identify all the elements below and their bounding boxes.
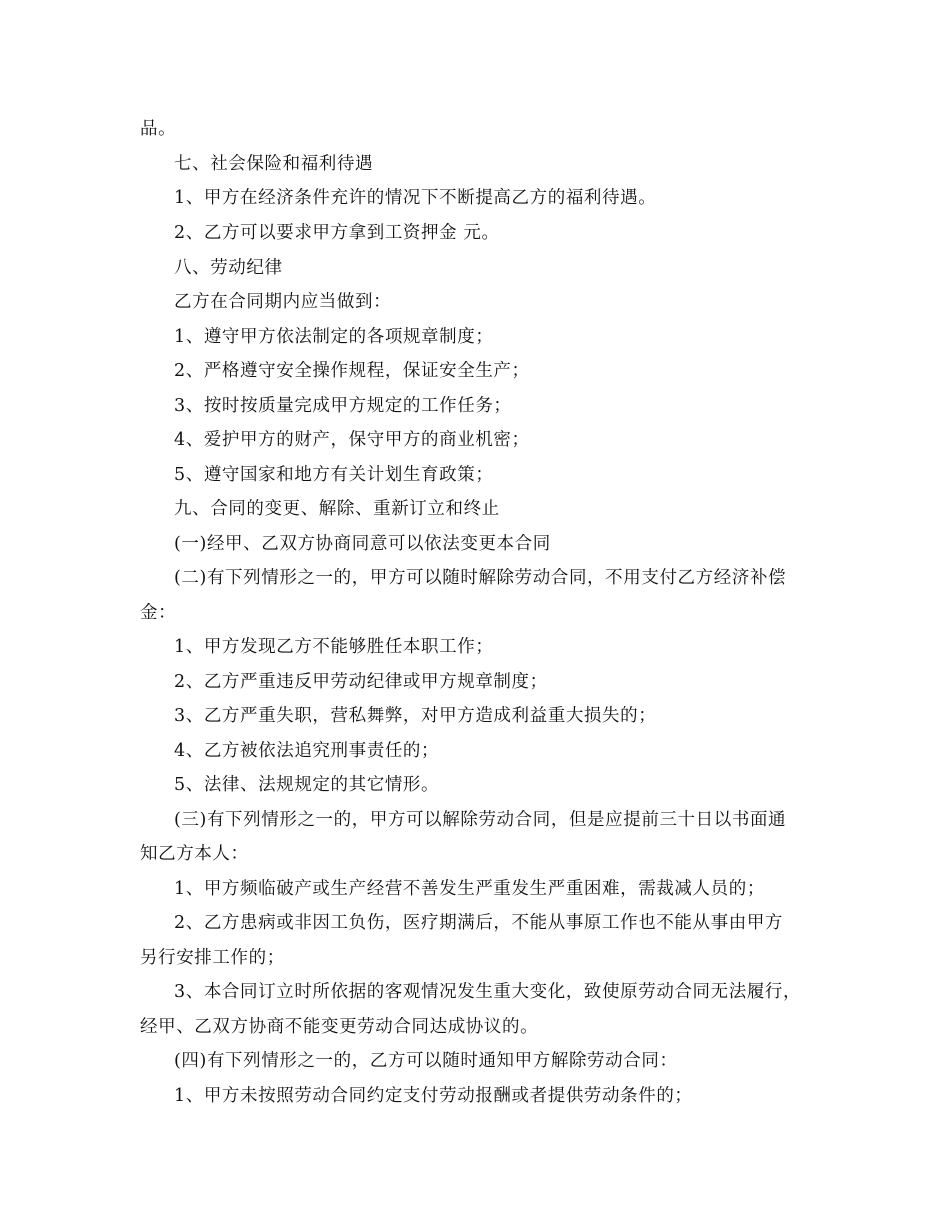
text-line: 经甲、乙双方协商不能变更劳动合同达成协议的。 [140, 1017, 539, 1037]
text-line: 乙方在合同期内应当做到： [174, 292, 392, 312]
text-line: 品。 [140, 119, 177, 139]
text-line: 5、遵守国家和地方有关计划生育政策； [174, 465, 494, 485]
text-line: 4、乙方被依法追究刑事责任的； [174, 741, 440, 761]
text-line: (三)有下列情形之一的，甲方可以解除劳动合同，但是应提前三十日以书面通 [174, 810, 787, 830]
text-line: 2、乙方可以要求甲方拿到工资押金 元。 [174, 223, 500, 243]
text-line: 1、甲方发现乙方不能够胜任本职工作； [174, 637, 494, 657]
section-heading-8: 八、劳动纪律 [174, 258, 283, 278]
text-line: 3、按时按质量完成甲方规定的工作任务； [174, 396, 512, 416]
text-line: 1、甲方频临破产或生产经营不善发生严重发生严重困难，需裁减人员的； [174, 879, 765, 899]
text-line: (二)有下列情形之一的，甲方可以随时解除劳动合同，不用支付乙方经济补偿 [174, 568, 787, 588]
text-line: 2、乙方患病或非因工负伤，医疗期满后，不能从事原工作也不能从事由甲方 [174, 913, 784, 933]
text-line: 1、遵守甲方依法制定的各项规章制度； [174, 327, 494, 347]
text-line: 1、甲方未按照劳动合同约定支付劳动报酬或者提供劳动条件的； [174, 1086, 693, 1106]
text-line: 知乙方本人： [140, 844, 249, 864]
text-line: 2、严格遵守安全操作规程，保证安全生产； [174, 361, 530, 381]
text-line: 金： [140, 603, 177, 623]
text-line: 4、爱护甲方的财产，保守甲方的商业机密； [174, 430, 530, 450]
text-line: 2、乙方严重违反甲劳动纪律或甲方规章制度； [174, 672, 548, 692]
text-line: 3、本合同订立时所依据的客观情况发生重大变化，致使原劳动合同无法履行， [174, 982, 802, 1002]
text-line: 5、法律、法规规定的其它情形。 [174, 775, 440, 795]
text-line: 1、甲方在经济条件充许的情况下不断提高乙方的福利待遇。 [174, 188, 657, 208]
text-line: 另行安排工作的； [140, 948, 285, 968]
text-line: 3、乙方严重失职，营私舞弊，对甲方造成利益重大损失的； [174, 706, 657, 726]
section-heading-7: 七、社会保险和福利待遇 [174, 154, 374, 174]
text-line: (四)有下列情形之一的，乙方可以随时通知甲方解除劳动合同： [174, 1051, 678, 1071]
section-heading-9: 九、合同的变更、解除、重新订立和终止 [174, 499, 500, 519]
text-line: (一)经甲、乙双方协商同意可以依法变更本合同 [174, 534, 551, 554]
